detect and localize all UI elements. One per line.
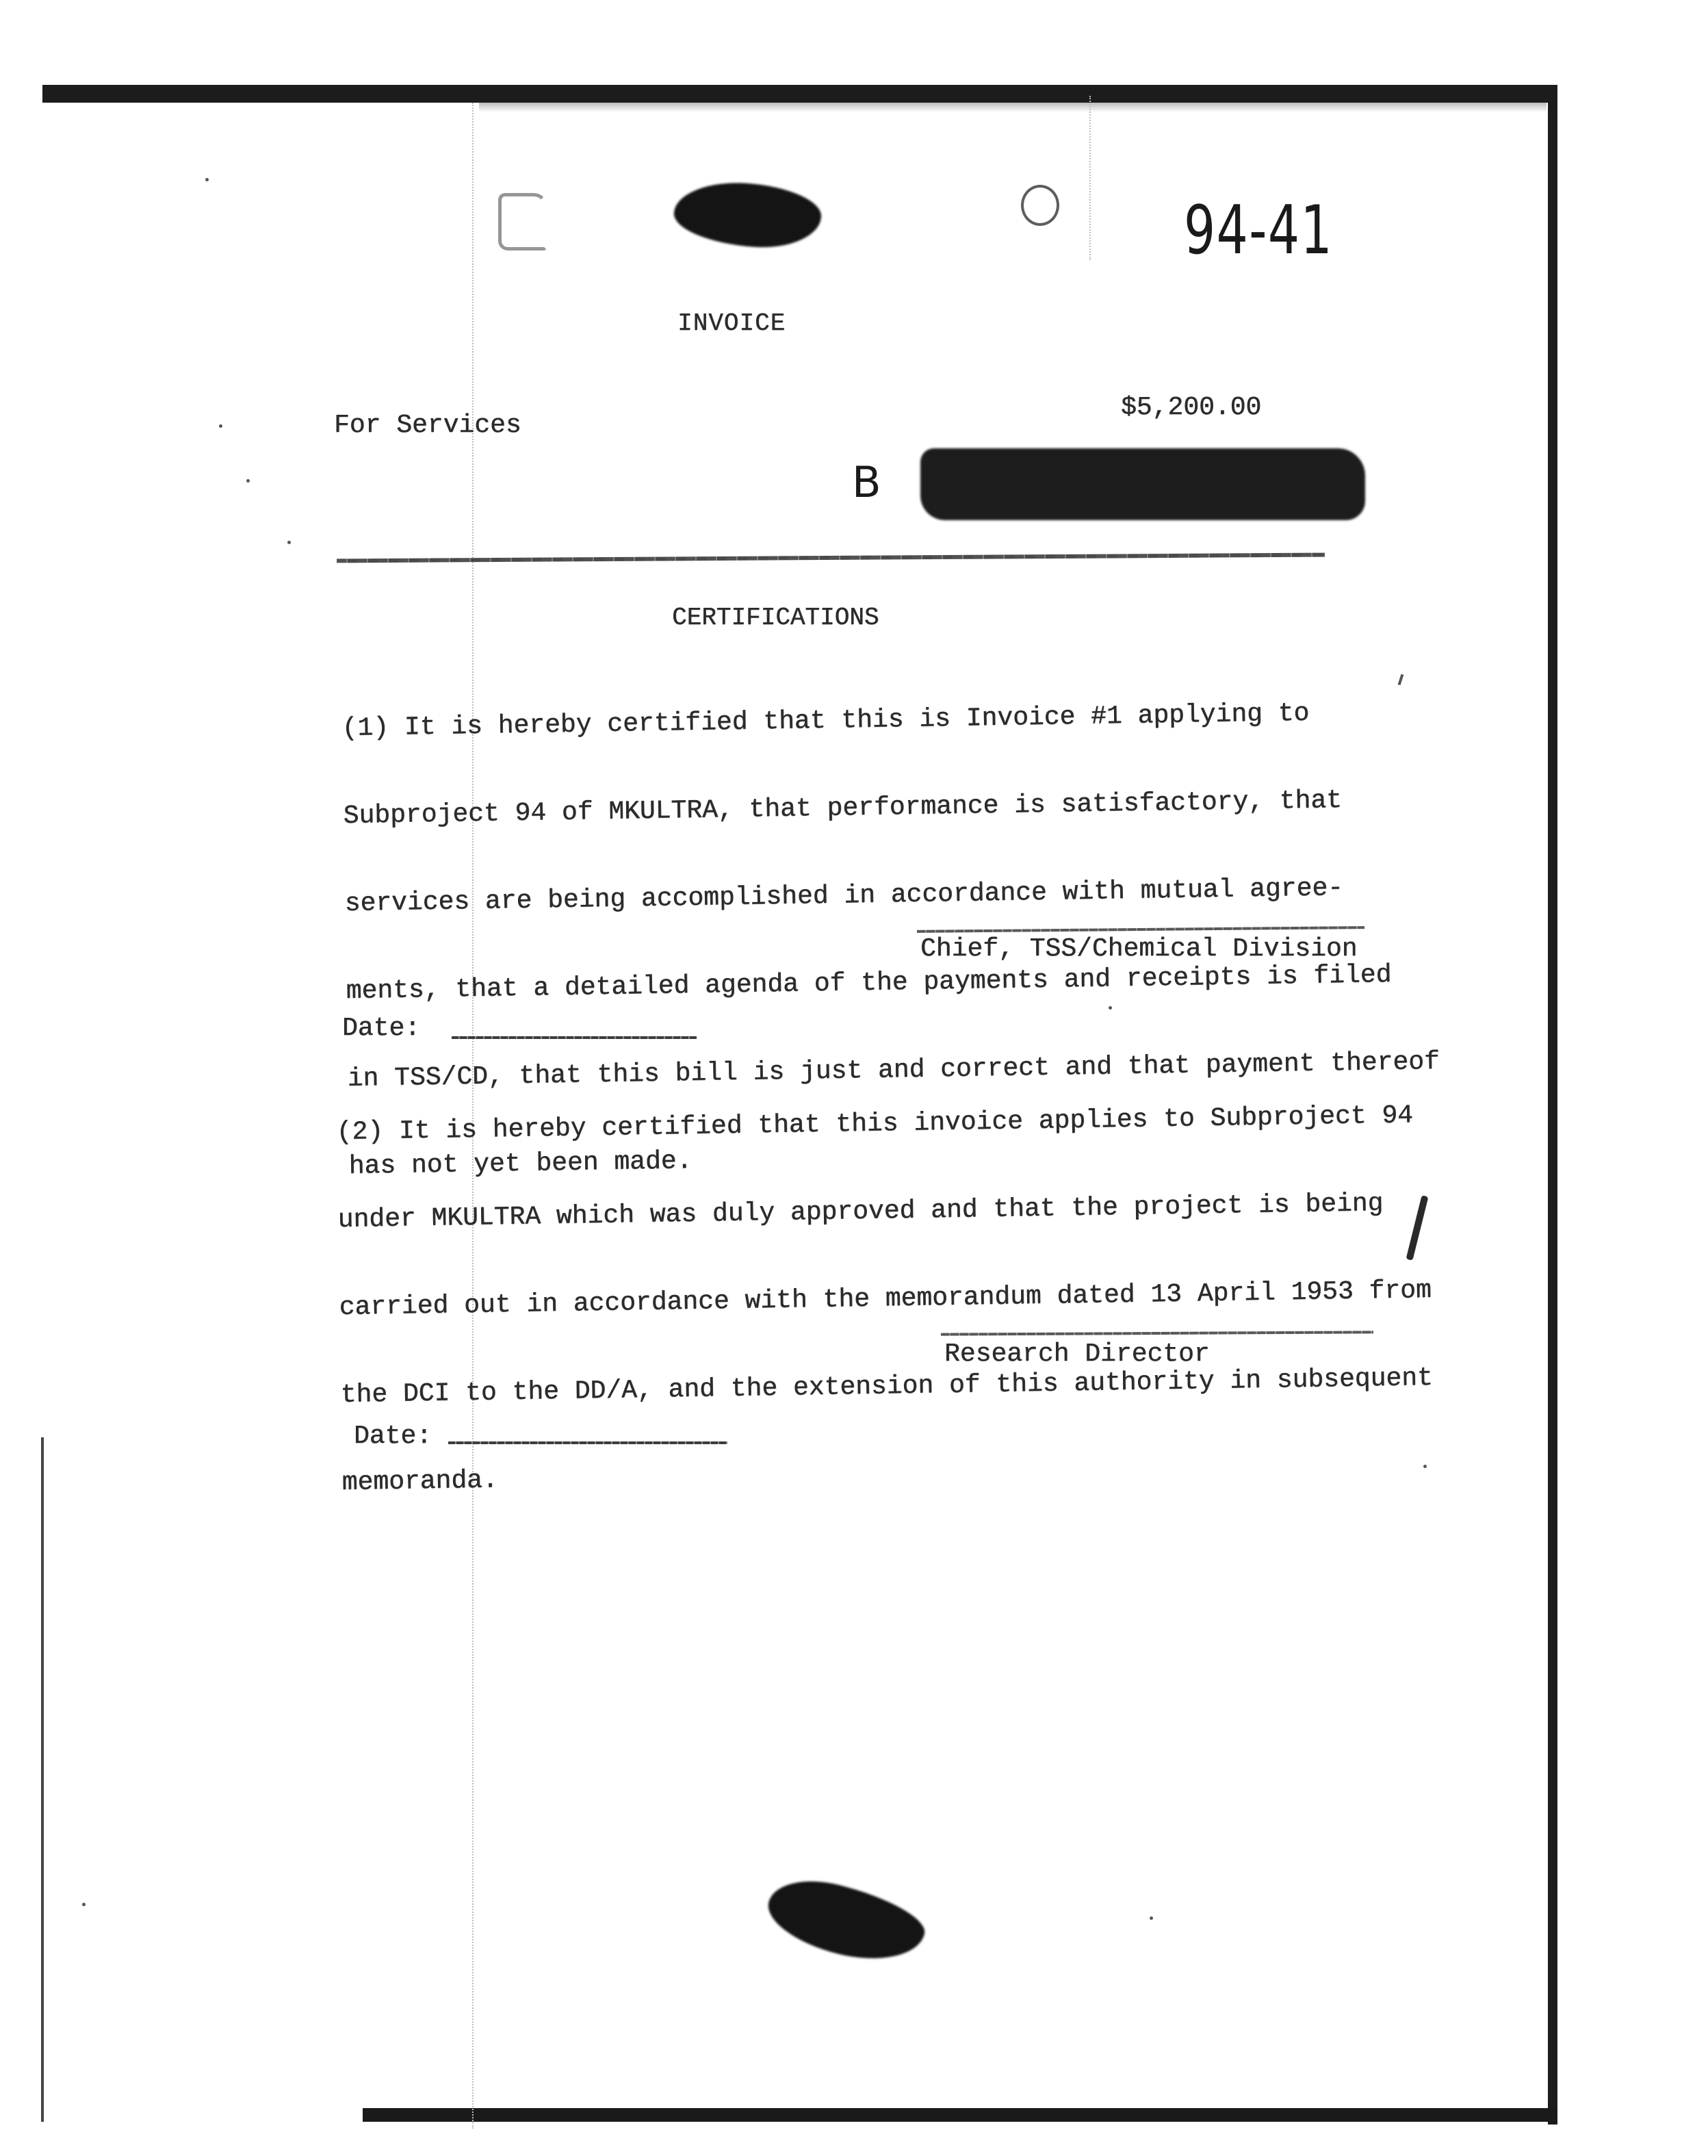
scan-speck [205, 178, 209, 181]
invoice-amount: $5,200.00 [1121, 393, 1262, 422]
certification-1-line: in TSS/CD, that this bill is just and correct and that payment thereof [347, 1047, 1440, 1094]
redaction-footer [761, 1869, 931, 1973]
certification-2-line: carried out in accordance with the memorandum dated 13 April 1953 from [339, 1275, 1432, 1322]
date-label-1: Date: [342, 1014, 421, 1043]
scan-top-shadow [479, 103, 1547, 112]
faded-stamp-mark [498, 193, 547, 251]
invoice-title: INVOICE [677, 309, 786, 337]
scan-right-border [1548, 85, 1557, 2125]
certification-2-line: memoranda. [341, 1465, 499, 1498]
scan-top-border [42, 85, 1555, 103]
redaction-payee [920, 448, 1365, 520]
separator-line [337, 553, 1325, 563]
date-line-2 [448, 1441, 727, 1444]
handwritten-letter: B [852, 457, 881, 507]
scan-speck [287, 541, 291, 544]
redaction-header [672, 179, 823, 252]
scan-speck [1150, 1916, 1153, 1920]
signatory-research-director: Research Director [944, 1339, 1210, 1369]
for-services-label: For Services [334, 411, 521, 440]
scan-bottom-border [363, 2108, 1557, 2122]
scan-speck [1109, 1006, 1112, 1010]
certification-1-line: Subproject 94 of MKULTRA, that performance is satisfactory, that [343, 786, 1343, 831]
scan-fold-line-top [1089, 96, 1091, 260]
scan-speck [246, 479, 250, 483]
scan-left-border [41, 1437, 44, 2122]
circle-mark [1021, 185, 1059, 226]
certification-1-line: ments, that a detailed agenda of the payments and receipts is filed [346, 960, 1392, 1006]
certification-2-line: the DCI to the DD/A, and the extension of this authority in subsequent [340, 1363, 1434, 1410]
date-label-2: Date: [354, 1422, 432, 1451]
certification-1-line: (1) It is hereby certified that this is Invoice #1 applying to [341, 698, 1310, 743]
handwritten-file-number: 94-41 [1184, 192, 1334, 270]
signatory-chief: Chief, TSS/Chemical Division [920, 934, 1358, 964]
scan-speck [1423, 1465, 1427, 1468]
certification-2-line: (2) It is hereby certified that this invoice applies to Subproject 94 [336, 1101, 1414, 1147]
certification-1-line: services are being accomplished in accordance with mutual agree- [344, 873, 1344, 919]
certification-2-line: under MKULTRA which was duly approved and that the project is being [337, 1188, 1384, 1235]
scan-speck [219, 424, 222, 428]
certifications-heading: CERTIFICATIONS [672, 604, 879, 632]
scan-speck [82, 1903, 86, 1906]
certification-1-line: has not yet been made. [348, 1146, 693, 1181]
date-line-1 [452, 1036, 697, 1039]
certification-2-paragraph [335, 1042, 1435, 1556]
